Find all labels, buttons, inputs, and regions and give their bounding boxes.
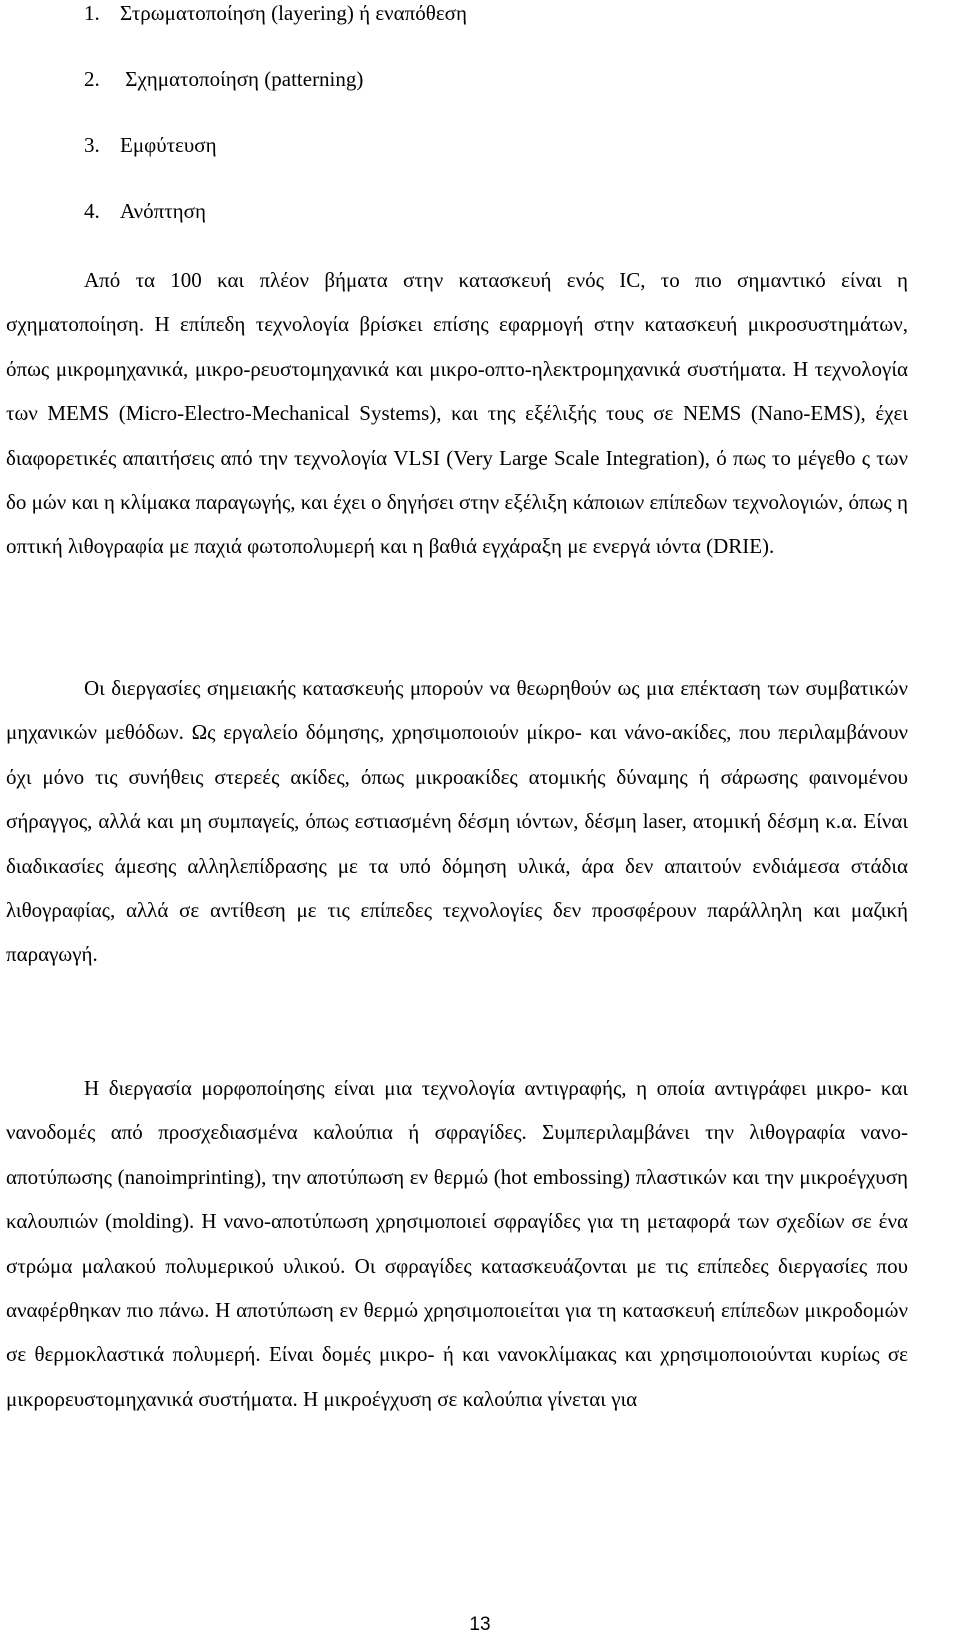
list-number: 1. xyxy=(84,1,100,25)
paragraph: Οι διεργασίες σημειακής κατασκευής μπορούν να θεωρηθούν ως μια επέκταση των συμβατικών μηχανικών μεθόδων. Ως εργαλείο δόμησης, χρησιμοποιούν μίκρο- και νάνο-ακίδες, που περιλαμβάνουν όχι μόνο τις συνήθεις στερεές ακίδες, όπως μικροακίδες ατομικής δύναμης ή σάρωσης φαινομένου σήραγγος, αλλά και μη συμπαγείς, όπως εστιασμένη δέσμη ιόντων, δέσμη laser, ατομική δέσμη κ.α. Είναι διαδικασίες άμεσης αλληλεπίδρασης με τα υπό δόμηση υλικά, άρα δεν απαιτούν ενδιάμεσα στάδια λιθογραφίας, αλλά σε αντίθεση με τις επίπεδες τεχνολογίες δεν προσφέρουν παράλληλη και μαζική παραγωγή. xyxy=(6,676,908,967)
list-number: 3. xyxy=(84,133,100,157)
list-item xyxy=(84,0,467,64)
list-text: Σχηματοποίηση (patterning) xyxy=(120,67,364,91)
list-text: Εμφύτευση xyxy=(120,133,217,157)
list-item xyxy=(84,130,467,196)
list-text: Στρωματοποίηση (layering) ή εναπόθεση xyxy=(120,1,467,25)
paragraph: Από τα 100 και πλέον βήματα στην κατασκευή ενός IC, το πιο σημαντικό είναι η σχηματοποίηση. Η επίπεδη τεχνολογία βρίσκει επίσης εφαρμογή στην κατασκευή μικροσυστημάτων, όπως μικρομηχανικά, μικρο-ρευστομηχανικά και μικρο-οπτο-ηλεκτρομηχανικά συστήματα. Η τεχνολογία των MEMS (Micro-Electro-Mechanical Systems), και της εξέλιξής τους σε NEMS (Nano-EMS), έχει διαφορετικές απαιτήσεις από την τεχνολογία VLSI (Very Large Scale Integration), ό πως το μέγεθο ς των δο μών και η κλίμακα παραγωγής, και έχει ο δηγήσει στην εξέλιξη κάποιων επίπεδων τεχνολογιών, όπως η οπτική λιθογραφία με παχιά φωτοπολυμερή και η βαθιά εγχάραξη με ενεργά ιόντα (DRIE). xyxy=(6,268,908,559)
list-number: 4. xyxy=(84,199,100,223)
page-number: 13 xyxy=(469,1614,491,1635)
list-item xyxy=(84,196,467,262)
list-item xyxy=(84,64,467,130)
list-number: 2. xyxy=(84,67,100,91)
paragraph: Η διεργασία μορφοποίησης είναι μια τεχνολογία αντιγραφής, η οποία αντιγράφει μικρο- και νανοδομές από προσχεδιασμένα καλούπια ή σφραγίδες. Συμπεριλαμβάνει την λιθογραφία νανο-αποτύπωσης (nanoimprinting), την αποτύπωση εν θερμώ (hot embossing) πλαστικών και την μικροέγχυση καλουπιών (molding). Η νανο-αποτύπωση χρησιμοποιεί σφραγίδες για τη μεταφορά των σχεδίων σε ένα στρώμα μαλακού πολυμερικού υλικού. Οι σφραγίδες κατασκευάζονται με τις επίπεδες διεργασίες που αναφέρθηκαν πιο πάνω. Η αποτύπωση εν θερμώ χρησιμοποιείται για τη κατασκευή επίπεδων μικροδομών σε θερμοκλαστικά πολυμερή. Είναι δομές μικρο- ή και νανοκλίμακας και χρησιμοποιούνται κυρίως σε μικρορευστομηχανικά συστήματα. Η μικροέγχυση σε καλούπια γίνεται για xyxy=(6,1076,908,1411)
list-text: Ανόπτηση xyxy=(120,199,206,223)
numbered-list xyxy=(84,0,467,262)
